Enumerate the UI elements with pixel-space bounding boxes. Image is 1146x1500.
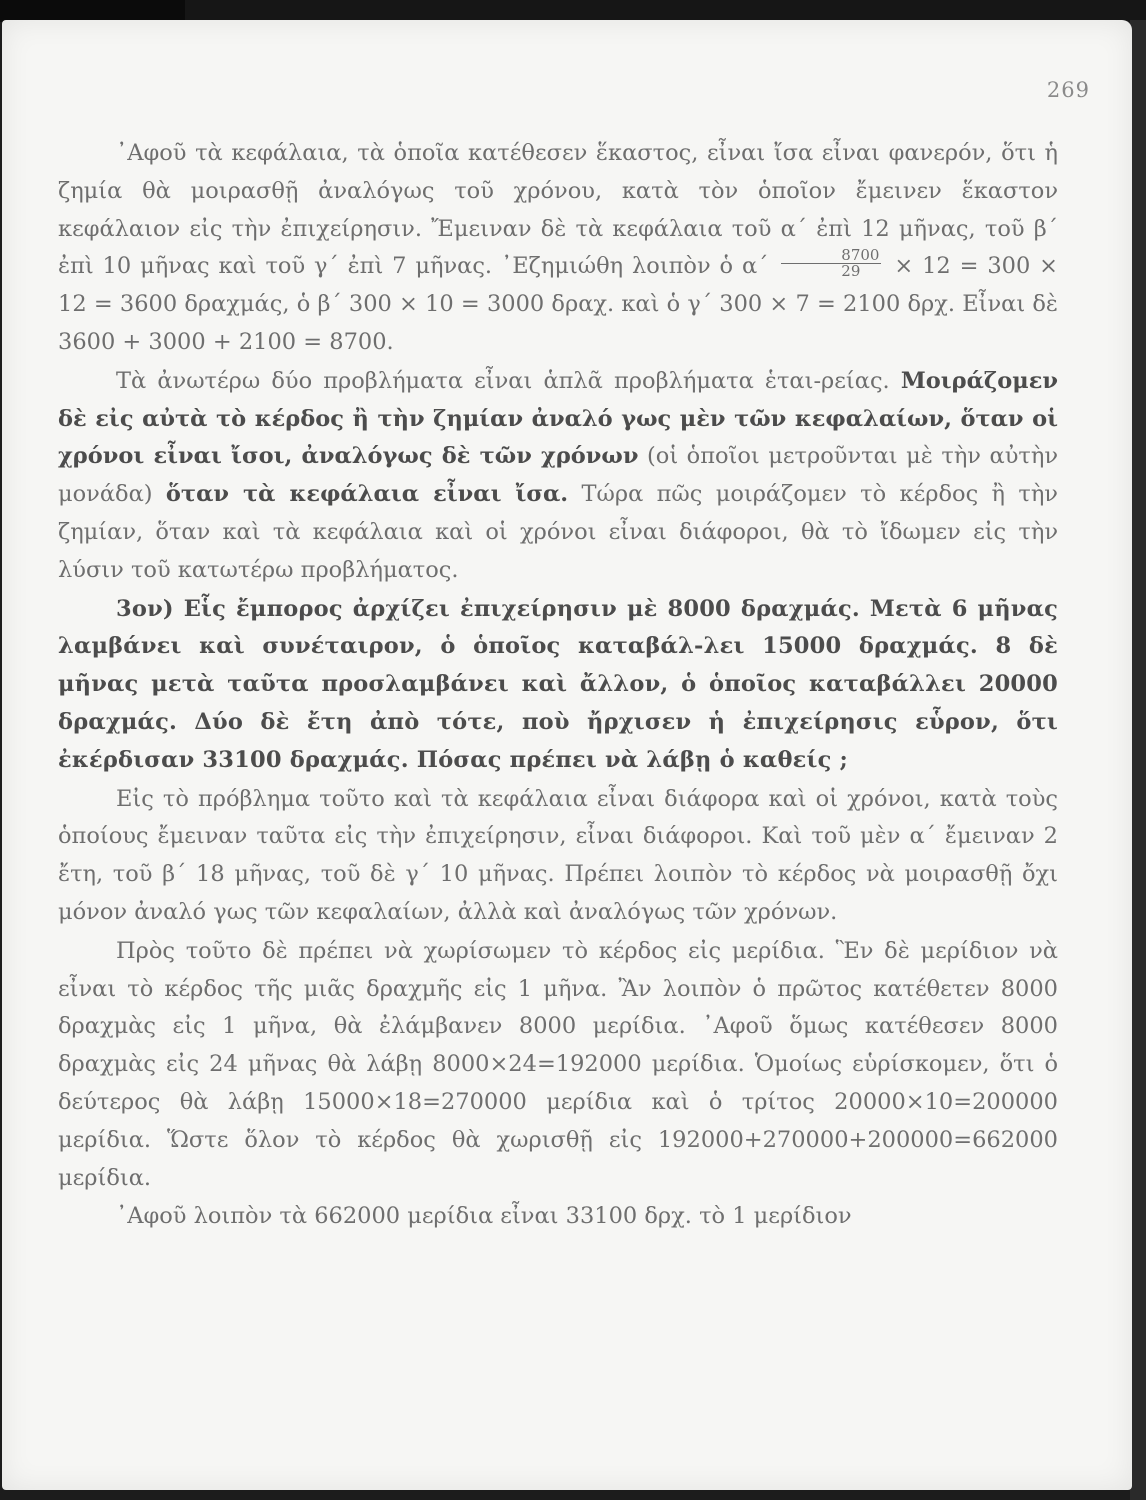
problem-3-statement <box>58 591 1058 780</box>
page-body <box>58 135 1058 1236</box>
paragraph-6 <box>58 1198 1058 1236</box>
fraction-numerator: 8700 <box>781 248 881 264</box>
paragraph-5-text: Πρὸς τοῦτο δὲ πρέπει νὰ χωρίσωμεν τὸ κέρδος εἰς μερίδια. Ἓν δὲ μερίδιον νὰ εἶναι τὸ κέρδος τῆς μιᾶς δραχμῆς εἰς 1 μῆνα. Ἂν λοιπὸν ὁ πρῶτος κατέθετεν 8000 δραχμὰς εἰς 1 μῆνα, θὰ ἐλάμβανεν 8000 μερίδια. ᾿Αφοῦ ὅμως κατέθεσεν 8000 δραχμὰς εἰς 24 μῆνας θὰ λάβῃ 8000×24=192000 μερίδια. Ὁμοίως εὑρίσκομεν, ὅτι ὁ δεύτερος θὰ λάβῃ 15000×18=270000 μερίδια καὶ ὁ τρίτος 20000×10=200000 μερίδια. Ὥστε ὅλον τὸ κέρδος θὰ χωρισθῇ εἰς 192000+270000+200000=662000 μερίδια. <box>58 937 1058 1191</box>
scan-right-border <box>1130 20 1146 1500</box>
paragraph-2-text-b: (οἱ ὁποῖοι μετροῦνται μὲ τὴν αὐτὴν μονάδα) <box>58 443 1058 508</box>
paragraph-1-text-a: ᾿Αφοῦ τὰ κεφάλαια, τὰ ὁποῖα κατέθεσεν ἕκαστος, εἶναι ἴσα εἶναι φανερόν, ὅτι ἡ ζημία θὰ μοιρασθῇ ἀναλόγως τοῦ χρόνου, κατὰ τὸν ὁποῖον ἔμεινεν ἕκαστον κεφάλαιον εἰς τὴν ἐπιχείρησιν. Ἔμειναν δὲ τὰ κεφάλαια τοῦ α΄ ἐπὶ 12 μῆνας, τοῦ β΄ ἐπὶ 10 μῆνας καὶ τοῦ γ΄ ἐπὶ 7 μῆνας. ᾿Εζημιώθη λοιπὸν ὁ α΄ <box>58 140 1058 280</box>
paragraph-2-text-a: Τὰ ἀνωτέρω δύο προβλήματα εἶναι ἁπλᾶ προβλήματα ἑται-ρείας. <box>116 367 901 394</box>
problem-3-text: 3ον) Εἷς ἔμπορος ἀρχίζει ἐπιχείρησιν μὲ 8000 δραχμάς. Μετὰ 6 μῆνας λαμβάνει καὶ συνέταιρον, ὁ ὁποῖος καταβάλ-λει 15000 δραχμάς. 8 δὲ μῆνας μετὰ ταῦτα προσλαμβάνει καὶ ἄλλον, ὁ ὁποῖος καταβάλλει 20000 δραχμάς. Δύο δὲ ἔτη ἀπὸ τότε, ποὺ ἤρχισεν ἡ ἐπιχείρησις εὗρον, ὅτι ἐκέρδισαν 33100 δραχμάς. Πόσας πρέπει νὰ λάβῃ ὁ καθείς ; <box>58 595 1058 773</box>
fraction-denominator: 29 <box>841 261 861 280</box>
paragraph-1 <box>58 135 1058 362</box>
paragraph-5 <box>58 933 1058 1198</box>
paragraph-1-text-b: × 12 = 300 × 12 = 3600 δραχμάς, ὁ β΄ 300 × 10 = 3000 δραχ. καὶ ὁ γ΄ 300 × 7 = 2100 δρχ. Εἶναι δὲ 3600 + 3000 + 2100 = 8700. <box>58 253 1058 355</box>
paragraph-2 <box>58 363 1058 590</box>
page-number: 269 <box>1046 78 1090 102</box>
paragraph-6-text: ᾿Αφοῦ λοιπὸν τὰ 662000 μερίδια εἶναι 33100 δρχ. τὸ 1 μερίδιον <box>116 1203 852 1230</box>
scan-top-border-dark <box>0 0 185 22</box>
scan-top-border <box>0 0 1146 22</box>
paragraph-4 <box>58 781 1058 932</box>
paragraph-2-text-c: Τώρα πῶς μοιράζομεν τὸ κέρδος ἢ τὴν ζημίαν, ὅταν καὶ τὰ κεφάλαια καὶ οἱ χρόνοι εἶναι διάφοροι, θὰ τὸ ἴδωμεν εἰς τὴν λύσιν τοῦ κατωτέρω προβλήματος. <box>58 481 1058 583</box>
paragraph-4-text: Εἰς τὸ πρόβλημα τοῦτο καὶ τὰ κεφάλαια εἶναι διάφορα καὶ οἱ χρόνοι, κατὰ τοὺς ὁποίους ἔμειναν ταῦτα εἰς τὴν ἐπιχείρησιν, εἶναι διάφοροι. Καὶ τοῦ μὲν α΄ ἔμειναν 2 ἔτη, τοῦ β΄ 18 μῆνας, τοῦ δὲ γ΄ 10 μῆνας. Πρέπει λοιπὸν τὸ κέρδος νὰ μοιρασθῇ ὄχι μόνον ἀναλό γως τῶν κεφαλαίων, ἀλλὰ καὶ ἀναλόγως τῶν χρόνων. <box>58 785 1058 925</box>
fraction <box>781 245 881 280</box>
paragraph-2-bold-rule-a: Μοιράζομεν δὲ εἰς αὐτὰ τὸ κέρδος ἢ τὴν ζημίαν ἀναλό γως μὲν τῶν κεφαλαίων, ὅταν οἱ χρόνοι εἶναι ἴσοι, ἀναλόγως δὲ τῶν χρόνων <box>58 367 1058 470</box>
paragraph-2-bold-rule-b: ὅταν τὰ κεφάλαια εἶναι ἴσα. <box>165 481 569 508</box>
